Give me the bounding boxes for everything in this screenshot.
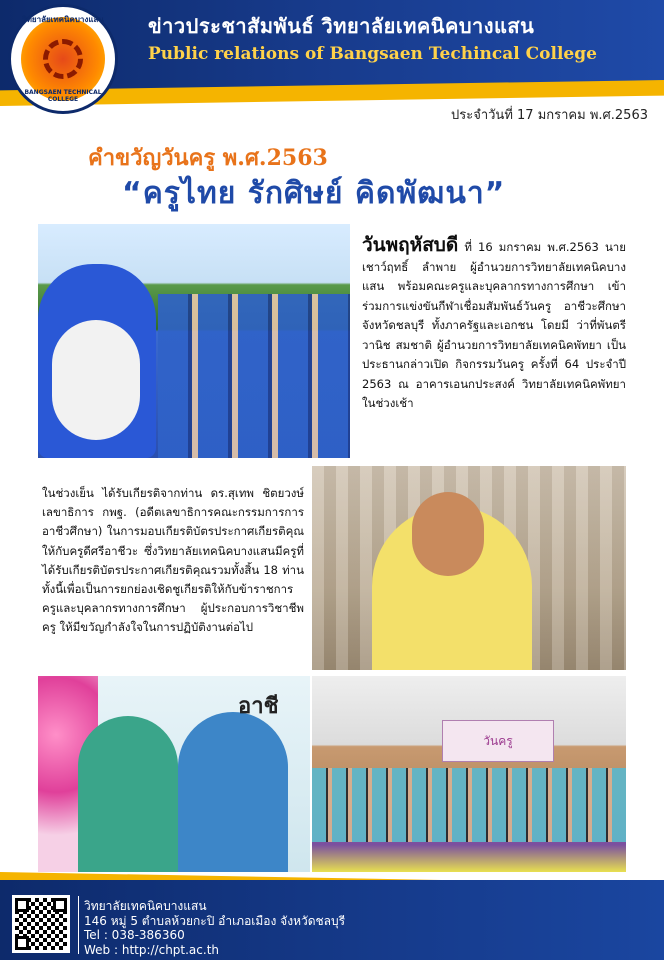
speaker-face (412, 492, 484, 576)
presenter-figure (178, 712, 288, 872)
qr-code-icon[interactable] (12, 895, 70, 953)
story-lead-word: วันพฤหัสบดี (362, 234, 459, 256)
story-paragraph-2: ในช่วงเย็น ได้รับเกียรติจากท่าน ดร.สุเทพ ชิตยวงษ์ เลขาธิการ กพฐ. (อดีตเลขาธิการคณะกรรมการการอาชีวศึกษา) ในการมอบเกียรติบัตรประกาศเกียรติคุณ ให้กับครูดีศรีอาชีวะ ซึ่งวิทยาลัยเทคนิคบางแสนมีครูที่ได้รับเกียรติบัตรประกาศเกียรติคุณรวมทั้งสิ้น 18 ท่าน ทั้งนี้เพื่อเป็นการยกย่องเชิดชูเกียรติให้กับข้าราชการครูและบุคลากรทางการศึกษา ผู้ประกอบการวิชาชีพครู ให้มีขวัญกำลังใจในการปฏิบัติงานต่อไป (42, 486, 304, 635)
stage-banner: วันครู (442, 720, 554, 762)
teachers-lineup (312, 768, 626, 842)
teachers-day-slogan-heading: คำขวัญวันครู พ.ศ.2563 (88, 145, 328, 171)
photo-speaker-with-microphone (312, 466, 626, 670)
stage-sign-text: อาชี (238, 694, 279, 719)
dolphin-mascot (38, 264, 156, 458)
logo-text-top: วิทยาลัยเทคนิคบางแสน (22, 15, 104, 24)
footer-divider (78, 896, 79, 954)
header-title-english: Public relations of Bangsaen Techincal College (148, 44, 597, 64)
issue-date: ประจำวันที่ 17 มกราคม พ.ศ.2563 (451, 108, 648, 123)
photo-group-of-teachers-on-stage (312, 676, 626, 872)
logo-text-bottom: BANGSAEN TECHNICAL COLLEGE (24, 89, 102, 103)
header-title-thai: ข่าวประชาสัมพันธ์ วิทยาลัยเทคนิคบางแสน (148, 14, 535, 38)
footer-website-link[interactable]: Web : http://chpt.ac.th (84, 943, 220, 957)
footer-address: 146 หมู่ 5 ตำบลห้วยกะปิ อำเภอเมือง จังหวัดชลบุรี (84, 914, 346, 928)
footer-org-name: วิทยาลัยเทคนิคบางแสน (84, 899, 207, 913)
college-logo (8, 4, 118, 114)
story-text-1: ที่ 16 มกราคม พ.ศ.2563 นายเชาว์ฤทธิ์ ลำพาย ผู้อำนวยการวิทยาลัยเทคนิคบางแสน พร้อมคณะครูและบุคลากรทางการศึกษา เข้าร่วมการแข่งขันกีฬาเชื่อมสัมพันธ์วันครู อาชีวะศึกษา จังหวัดชลบุรี ทั้งภาครัฐและเอกชน โดยมี ว่าที่พันตรี วานิช สมชาติ ผู้อำนวยการวิทยาลัยเทคนิคพัทยา เป็นประธานกล่าวเปิด กิจกรรมวันครู ครั้งที่ 64 ประจำปี 2563 ณ อาคารเอนกประสงค์ วิทยาลัยเทคนิคพัทยา ในช่วงเช้า (362, 240, 626, 410)
photo-mascot-and-teachers (38, 224, 350, 458)
crowd-of-teachers (158, 294, 350, 458)
teacher-receiving-award (78, 716, 178, 872)
story-paragraph-1 (362, 236, 626, 414)
footer-phone: Tel : 038-386360 (84, 928, 185, 942)
gear-icon (43, 39, 83, 79)
teachers-day-slogan: “ครูไทย รักศิษย์ คิดพัฒนา” (122, 176, 506, 211)
photo-certificate-presentation (38, 676, 310, 872)
